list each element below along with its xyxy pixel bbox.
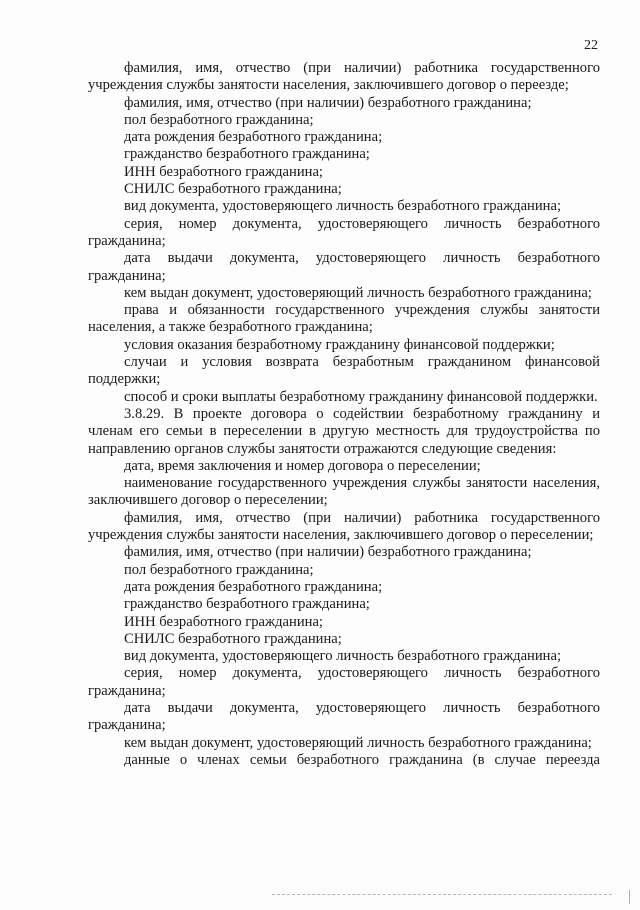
page-number: 22 <box>584 38 598 53</box>
paragraph: дата рождения безработного гражданина; <box>124 129 383 146</box>
paragraph: пол безработного гражданина; <box>124 561 314 578</box>
paragraph: кем выдан документ, удостоверяющий личность безработного гражданина; <box>124 734 592 751</box>
paragraph: серия, номер документа, удостоверяющего личность безработного гражданина; <box>88 665 600 699</box>
footer-rule <box>272 894 612 896</box>
paragraph: способ и сроки выплаты безработному гражданину финансовой поддержки. <box>124 388 598 405</box>
paragraph: вид документа, удостоверяющего личность безработного гражданина; <box>124 648 562 665</box>
paragraph: наименование государственного учреждения службы занятости населения, заключившего договор о переселении; <box>88 475 600 509</box>
paragraph: дата, время заключения и номер договора о переселении; <box>124 457 481 474</box>
paragraph: гражданство безработного гражданина; <box>124 596 370 613</box>
paragraph: фамилия, имя, отчество (при наличии) безработного гражданина; <box>124 94 532 111</box>
paragraph: дата выдачи документа, удостоверяющего личность безработного гражданина; <box>88 250 600 284</box>
paragraph: серия, номер документа, удостоверяющего личность безработного гражданина; <box>88 215 600 249</box>
paragraph: данные о членах семьи безработного гражданина (в случае переезда <box>124 751 600 768</box>
paragraph: 3.8.29. В проекте договора о содействии безработному гражданину и членам его семьи в переселении в другую местность для трудоустройства по направлению органов службы занятости отражаются следующие сведения: <box>88 405 600 457</box>
paragraph: гражданство безработного гражданина; <box>124 146 370 163</box>
paragraph: кем выдан документ, удостоверяющий личность безработного гражданина; <box>124 284 592 301</box>
document-body <box>88 60 600 769</box>
paragraph: фамилия, имя, отчество (при наличии) безработного гражданина; <box>124 544 532 561</box>
paragraph: случаи и условия возврата безработным гражданином финансовой поддержки; <box>88 354 600 388</box>
paragraph: права и обязанности государственного учреждения службы занятости населения, а также безработного гражданина; <box>88 302 600 336</box>
paragraph: ИНН безработного гражданина; <box>124 613 323 630</box>
paragraph: ИНН безработного гражданина; <box>124 163 323 180</box>
paragraph: вид документа, удостоверяющего личность безработного гражданина; <box>124 198 562 215</box>
paragraph: пол безработного гражданина; <box>124 111 314 128</box>
paragraph: СНИЛС безработного гражданина; <box>124 181 342 198</box>
paragraph: фамилия, имя, отчество (при наличии) работника государственного учреждения службы занятости населения, заключившего договор о переселении; <box>88 509 600 544</box>
paragraph: дата рождения безработного гражданина; <box>124 578 383 595</box>
paragraph: дата выдачи документа, удостоверяющего личность безработного гражданина; <box>88 699 600 734</box>
paragraph: условия оказания безработному гражданину финансовой поддержки; <box>124 336 555 353</box>
corner-mark <box>615 890 630 904</box>
paragraph: фамилия, имя, отчество (при наличии) работника государственного учреждения службы занятости населения, заключившего договор о переезде; <box>88 60 600 94</box>
paragraph: СНИЛС безработного гражданина; <box>124 630 342 647</box>
